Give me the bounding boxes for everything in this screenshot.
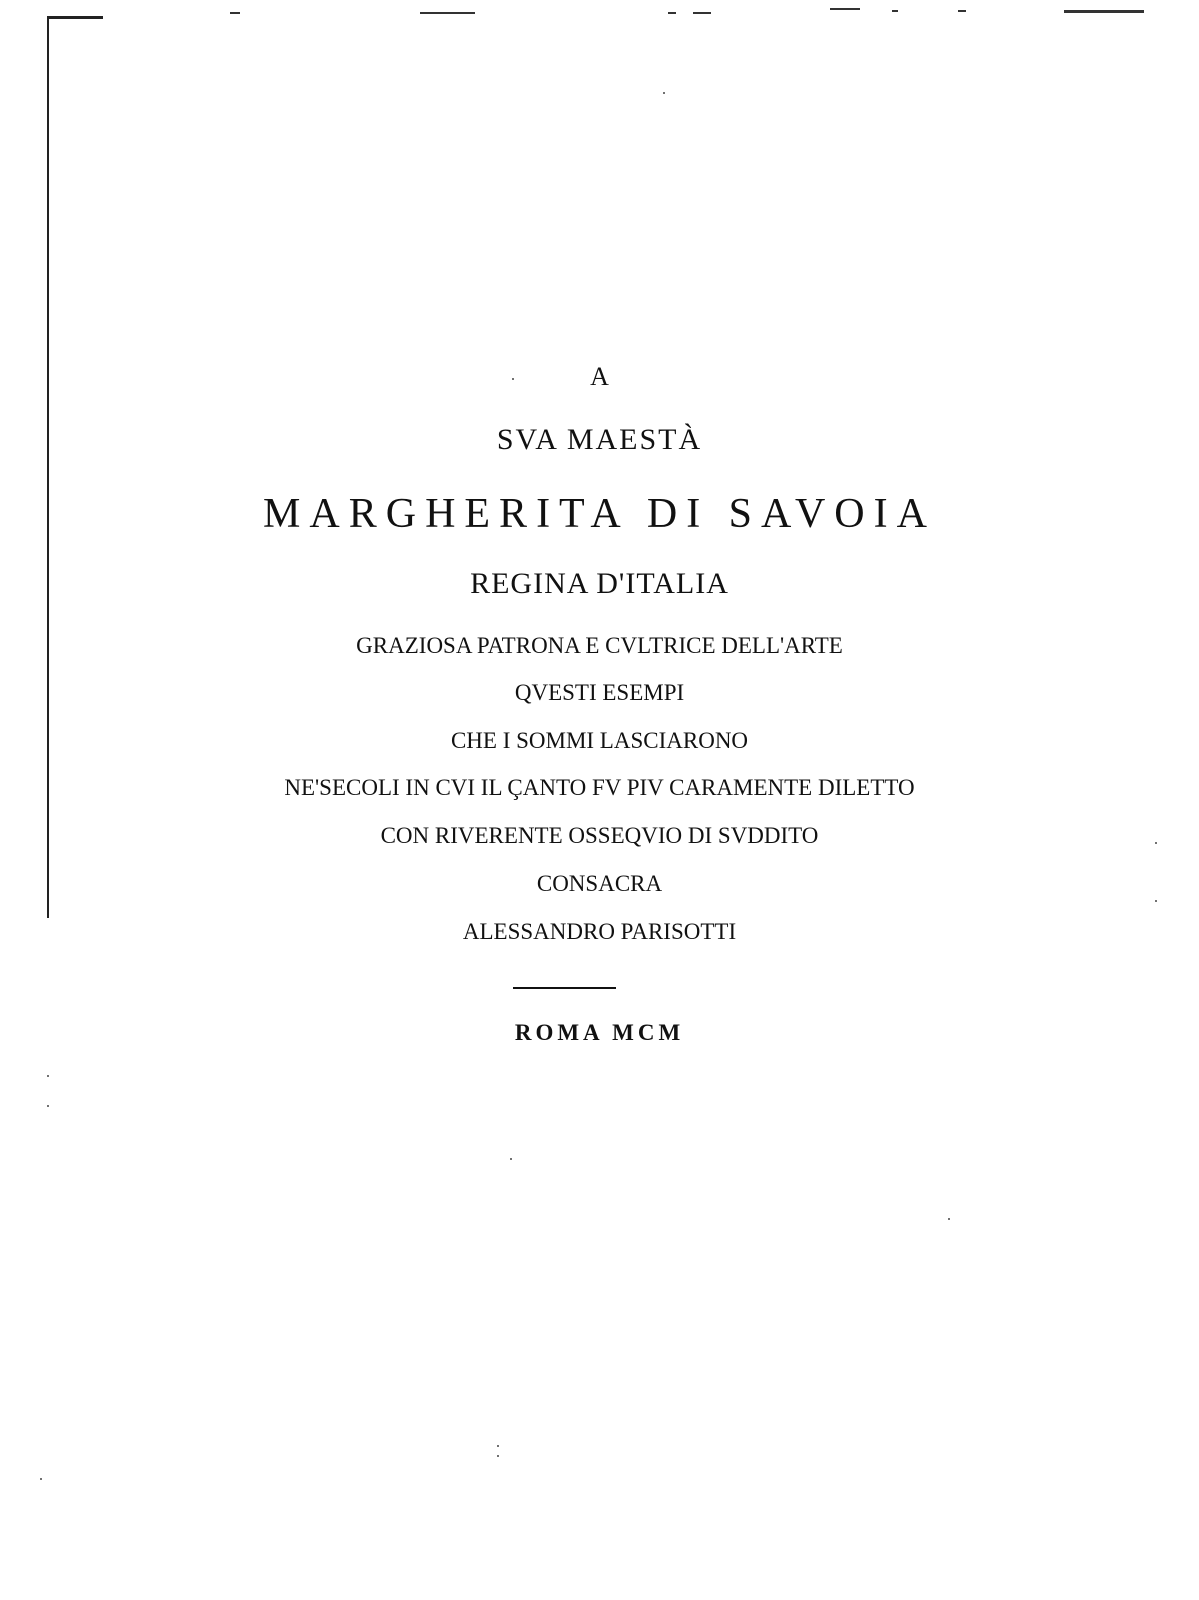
scan-speck bbox=[47, 1075, 49, 1077]
scan-mark bbox=[830, 8, 860, 10]
dedication-sua-maesta: SVA MAESTÀ bbox=[496, 423, 703, 456]
scan-speck bbox=[948, 1218, 950, 1220]
scan-mark bbox=[958, 10, 966, 12]
scan-mark bbox=[420, 12, 475, 14]
scan-speck bbox=[497, 1445, 499, 1447]
dedication-name: MARGHERITA DI SAVOIA bbox=[263, 491, 936, 537]
scan-edge-corner bbox=[47, 16, 103, 19]
dedication-title: REGINA D'ITALIA bbox=[470, 567, 729, 600]
dedication-line-con: CON RIVERENTE OSSEQVIO DI SVDDITO bbox=[380, 823, 819, 848]
scan-mark bbox=[230, 12, 240, 14]
scan-mark bbox=[892, 10, 898, 12]
dedication-author: ALESSANDRO PARISOTTI bbox=[462, 919, 737, 944]
scan-speck bbox=[663, 92, 665, 94]
imprint-place-date: ROMA MCM bbox=[514, 1020, 685, 1045]
divider-rule bbox=[513, 987, 616, 989]
scan-speck bbox=[40, 1478, 42, 1480]
scan-speck bbox=[47, 1105, 49, 1107]
scan-speck bbox=[497, 1455, 499, 1457]
dedication-line-questi: QVESTI ESEMPI bbox=[514, 680, 685, 705]
dedication-line-che: CHE I SOMMI LASCIARONO bbox=[450, 728, 749, 753]
scan-speck bbox=[1155, 900, 1157, 902]
scan-mark bbox=[693, 12, 711, 14]
dedication-line-graziosa: GRAZIOSA PATRONA E CVLTRICE DELL'ARTE bbox=[356, 633, 843, 658]
dedication-line-a: A bbox=[590, 362, 609, 391]
scan-speck bbox=[510, 1158, 512, 1160]
scan-mark bbox=[668, 12, 676, 14]
dedication-line-consacra: CONSACRA bbox=[536, 871, 663, 896]
dedication-line-secoli: NE'SECOLI IN CVI IL ÇANTO FV PIV CARAMENTE DILETTO bbox=[284, 775, 915, 800]
scan-mark bbox=[1064, 10, 1144, 13]
